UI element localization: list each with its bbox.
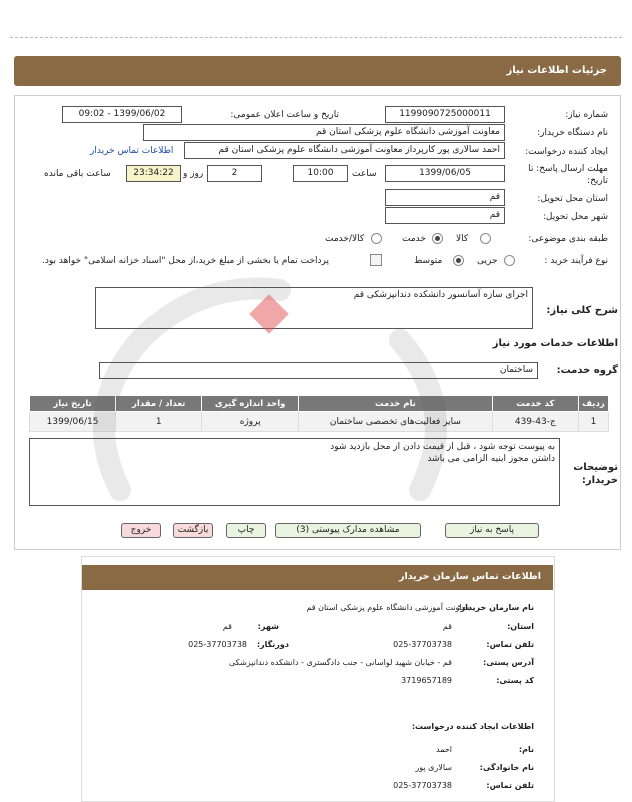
creator-field: احمد سالاری پور کارپرداز معاونت آموزشی دانشگاه علوم پزشکی استان قم [184, 142, 505, 159]
services-title: اطلاعات خدمات مورد نیاز [492, 338, 618, 349]
contact-header [82, 565, 553, 590]
contact-org-label: نام سازمان خریدار: [457, 603, 534, 612]
buyer-notes-field [29, 438, 560, 506]
cell-service-name: سایر فعالیت‌های تخصصی ساختمان [299, 412, 493, 432]
category-option-service: خدمت [402, 234, 426, 244]
contact-province-value: قم [442, 622, 452, 631]
table-row [30, 412, 609, 432]
contact-fax-label: دورنگار: [256, 640, 289, 649]
contact-postal-value: 3719657189 [401, 676, 452, 685]
cell-service-code: ج-43-439 [492, 412, 578, 432]
col-service-code: کد خدمت [492, 396, 578, 412]
deadline-time-field: 10:00 [293, 165, 348, 182]
category-option-goods-service: کالا/خدمت [325, 234, 365, 244]
contact-phone-value: 025-37703738 [393, 640, 452, 649]
creator-first-name-label: نام: [518, 745, 534, 754]
need-number-field: 1199090725000011 [385, 106, 505, 123]
province-field: قم [385, 189, 505, 206]
remaining-time-field: 23:34:22 [126, 165, 181, 182]
creator-phone-value: 025-37703738 [393, 781, 452, 790]
process-option-minor: جزیی [477, 256, 498, 266]
col-quantity: تعداد / مقدار [116, 396, 202, 412]
cell-need-date: 1399/06/15 [30, 412, 116, 432]
category-option-goods: کالا [456, 234, 469, 244]
attachments-button[interactable]: مشاهده مدارک پیوستی (3) [275, 523, 421, 538]
contact-province-label: استان: [507, 622, 534, 631]
category-radio-goods[interactable] [480, 233, 491, 244]
remaining-label: ساعت باقی مانده [44, 169, 111, 179]
process-label: نوع فرآیند خرید : [544, 256, 608, 266]
payment-note: پرداخت تمام یا بخشی از مبلغ خرید،از محل "اسناد خزانه اسلامی" خواهد بود. [42, 256, 330, 266]
contact-phone-label: تلفن تماس: [486, 640, 534, 649]
service-group-label: گروه خدمت: [556, 365, 618, 376]
contact-title: اطلاعات تماس سازمان خریدار [398, 571, 541, 582]
print-button[interactable]: چاپ [226, 523, 266, 538]
creator-label: ایجاد کننده درخواست: [525, 147, 608, 157]
col-need-date: تاریخ نیاز [30, 396, 116, 412]
process-radio-minor[interactable] [504, 255, 515, 266]
city-field: قم [385, 207, 505, 224]
category-radio-goods-service[interactable] [371, 233, 382, 244]
contact-fax-value: 025-37703738 [188, 640, 247, 649]
summary-label: شرح کلی نیاز: [546, 305, 618, 316]
buyer-org-field: معاونت آموزشی دانشگاه علوم پزشکی استان قم [143, 124, 505, 141]
days-label: روز و [183, 169, 204, 179]
buyer-notes-line-2: داشتن مجوز ابنیه الزامی می باشد [427, 454, 555, 464]
top-divider [10, 37, 622, 38]
summary-field: اجرای سازه آسانسور دانشکده دندانپزشکی قم [95, 287, 533, 329]
contact-address-value: قم - خیابان شهید لواسانی - جنب دادگستری - دانشکده دندانپزشکی [228, 658, 452, 667]
city-label: شهر محل تحویل: [542, 212, 608, 222]
process-radio-medium[interactable] [453, 255, 464, 266]
contact-postal-label: کد پستی: [496, 676, 534, 685]
page-title: جزئیات اطلاعات نیاز [506, 65, 607, 76]
deadline-label: مهلت ارسال پاسخ: تا [528, 164, 608, 174]
buyer-notes-label-2: خریدار: [581, 475, 618, 486]
deadline-date-field: 1399/06/05 [385, 165, 505, 182]
service-group-field: ساختمان [99, 362, 538, 379]
need-number-label: شماره نیاز: [565, 110, 608, 120]
exit-button[interactable]: خروج [121, 523, 161, 538]
page-header [14, 56, 621, 86]
category-label: طبقه بندی موضوعی: [528, 234, 608, 244]
province-label: استان محل تحویل: [537, 194, 608, 204]
reply-button[interactable]: پاسخ به نیاز [445, 523, 539, 538]
contact-address-label: آدرس پستی: [483, 658, 534, 667]
process-option-medium: متوسط [414, 256, 443, 266]
buyer-notes-label-1: توضیحات [573, 462, 618, 473]
services-table [29, 395, 609, 432]
col-service-name: نام خدمت [299, 396, 493, 412]
creator-phone-label: تلفن تماس: [486, 781, 534, 790]
table-header-row [30, 396, 609, 412]
col-unit: واحد اندازه گیری [202, 396, 299, 412]
deadline-label-date: تاریخ: [587, 176, 608, 186]
treasury-checkbox[interactable] [370, 254, 382, 266]
category-radio-service[interactable] [432, 233, 443, 244]
days-field: 2 [207, 165, 262, 182]
announce-label: تاریخ و ساعت اعلان عمومی: [230, 110, 339, 120]
buyer-org-label: نام دستگاه خریدار: [537, 128, 608, 138]
back-button[interactable]: بازگشت [173, 523, 213, 538]
deadline-time-label: ساعت [352, 169, 377, 179]
buyer-notes-line-1: به پیوست توجه شود ، قبل از قیمت دادن از محل بازدید شود [330, 442, 555, 452]
creator-last-name-label: نام خانوادگی: [479, 763, 534, 772]
announce-field: 1399/06/02 - 09:02 [62, 106, 182, 123]
creator-info-title: اطلاعات ایجاد کننده درخواست: [411, 722, 534, 731]
creator-first-name-value: احمد [436, 745, 452, 754]
creator-last-name-value: سالاری پور [415, 763, 452, 772]
col-row: ردیف [578, 396, 608, 412]
buyer-contact-link[interactable]: اطلاعات تماس خریدار [90, 146, 174, 156]
cell-unit: پروژه [202, 412, 299, 432]
contact-city-value: قم [222, 622, 232, 631]
cell-quantity: 1 [116, 412, 202, 432]
contact-org-value: معاونت آموزشی دانشگاه علوم پزشکی استان قم [306, 603, 470, 612]
cell-row: 1 [578, 412, 608, 432]
contact-city-label: شهر: [257, 622, 279, 631]
